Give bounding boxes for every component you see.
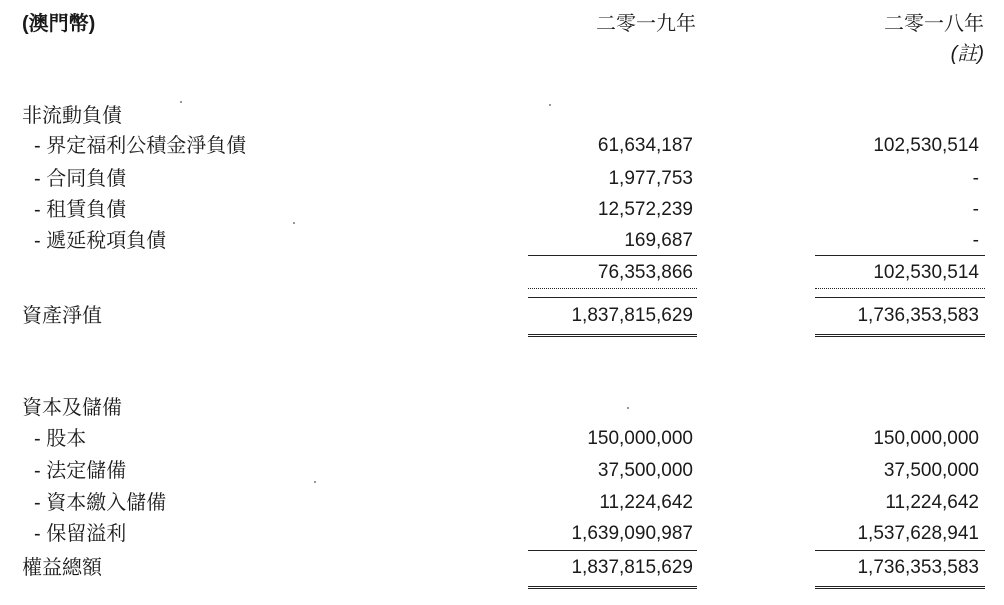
subtotal-bottom-rule-2019 [528, 288, 697, 289]
subtotal-2019-noncurrent: 76,353,866 [597, 262, 693, 283]
row-label-total-equity: 權益總額 [22, 557, 102, 579]
value-2019-total-equity: 1,837,815,629 [571, 557, 693, 578]
section-title-capital-reserves: 資本及儲備 [22, 397, 122, 419]
row-label-deferred-tax: - 遞延稅項負債 [34, 230, 167, 252]
scan-speck [293, 222, 295, 224]
column-header-2019: 二零一九年 [596, 13, 696, 35]
value-2018-defined-benefit: 102,530,514 [873, 135, 979, 156]
net-assets-double-rule-2018 [815, 334, 985, 337]
value-2019-capital-contribution-reserve: 11,224,642 [599, 492, 693, 513]
subtotal-bottom-rule-2018 [815, 288, 985, 289]
total-equity-top-rule-2018 [815, 550, 985, 551]
row-label-retained-earnings: - 保留溢利 [34, 523, 127, 545]
scan-speck [180, 101, 182, 103]
value-2019-deferred-tax: 169,687 [624, 230, 693, 251]
net-assets-double-rule-2019 [528, 334, 697, 337]
row-label-net-assets: 資產淨值 [22, 305, 102, 327]
value-2019-retained-earnings: 1,639,090,987 [571, 523, 693, 544]
row-label-defined-benefit: - 界定福利公積金淨負債 [34, 135, 247, 157]
value-2018-lease-liabilities: - [972, 199, 979, 220]
row-label-statutory-reserve: - 法定儲備 [34, 460, 127, 482]
value-2019-net-assets: 1,837,815,629 [571, 305, 693, 326]
value-2018-capital-contribution-reserve: 11,224,642 [885, 492, 979, 513]
net-assets-top-rule-2018 [815, 297, 985, 298]
subtotal-rule-2018 [815, 255, 985, 256]
section-title-noncurrent-liabilities: 非流動負債 [22, 105, 122, 127]
value-2018-contract-liabilities: - [972, 168, 979, 189]
total-equity-double-rule-2019 [528, 586, 697, 589]
row-label-share-capital: - 股本 [34, 428, 87, 450]
subtotal-2018-noncurrent: 102,530,514 [873, 262, 979, 283]
row-label-capital-contribution-reserve: - 資本繳入儲備 [34, 492, 167, 514]
subtotal-rule-2019 [528, 255, 697, 256]
value-2018-deferred-tax: - [972, 230, 979, 251]
value-2018-total-equity: 1,736,353,583 [857, 557, 979, 578]
row-label-lease-liabilities: - 租賃負債 [34, 199, 127, 221]
total-equity-top-rule-2019 [528, 550, 697, 551]
value-2018-net-assets: 1,736,353,583 [857, 305, 979, 326]
column-note-2018: (註) [950, 43, 984, 65]
net-assets-top-rule-2019 [528, 297, 697, 298]
value-2019-defined-benefit: 61,634,187 [597, 135, 693, 156]
row-label-contract-liabilities: - 合同負債 [34, 168, 127, 190]
scan-speck [314, 481, 316, 483]
value-2018-share-capital: 150,000,000 [873, 428, 979, 449]
value-2019-lease-liabilities: 12,572,239 [597, 199, 693, 220]
value-2018-retained-earnings: 1,537,628,941 [857, 523, 979, 544]
scan-speck [549, 104, 551, 106]
scan-speck [627, 407, 629, 409]
value-2019-share-capital: 150,000,000 [587, 428, 693, 449]
total-equity-double-rule-2018 [815, 586, 985, 589]
value-2019-statutory-reserve: 37,500,000 [597, 460, 693, 481]
value-2019-contract-liabilities: 1,977,753 [608, 168, 693, 189]
currency-label: (澳門幣) [22, 13, 96, 35]
value-2018-statutory-reserve: 37,500,000 [883, 460, 979, 481]
column-header-2018: 二零一八年 [884, 13, 984, 35]
